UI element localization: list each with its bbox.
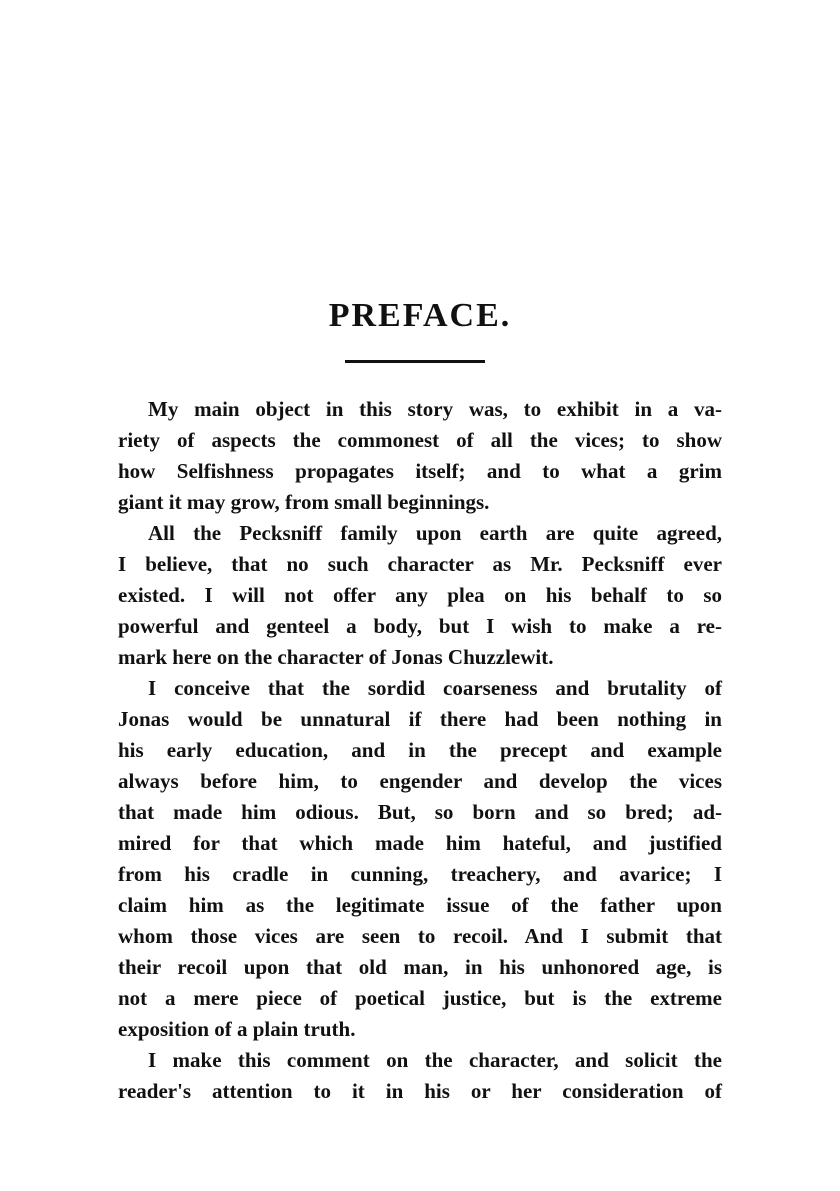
text-line: I make this comment on the character, and solicit the	[148, 1048, 722, 1072]
page-title: PREFACE.	[328, 297, 512, 334]
preface-body	[118, 394, 722, 1107]
text-line: I conceive that the sordid coarseness and brutality of	[148, 676, 722, 700]
text-line: My main object in this story was, to exhibit in a va-	[148, 397, 722, 421]
text-line: from his cradle in cunning, treachery, and avarice; I	[118, 862, 722, 886]
text-line: always before him, to engender and develop the vices	[118, 769, 722, 793]
text-line: giant it may grow, from small beginnings.	[118, 490, 490, 514]
paragraph-2	[118, 518, 722, 673]
paragraph-3	[118, 673, 722, 1045]
text-line: All the Pecksniff family upon earth are quite agreed,	[148, 521, 722, 545]
text-line: mark here on the character of Jonas Chuzzlewit.	[118, 645, 554, 669]
text-line: claim him as the legitimate issue of the father upon	[118, 893, 722, 917]
text-line: exposition of a plain truth.	[118, 1017, 356, 1041]
text-line: whom those vices are seen to recoil. And I submit that	[118, 924, 722, 948]
text-line: their recoil upon that old man, in his unhonored age, is	[118, 955, 722, 979]
text-line: not a mere piece of poetical justice, but is the extreme	[118, 986, 722, 1010]
text-line: Jonas would be unnatural if there had been nothing in	[118, 707, 722, 731]
text-line: riety of aspects the commonest of all the vices; to show	[118, 428, 722, 452]
text-line: I believe, that no such character as Mr. Pecksniff ever	[118, 552, 722, 576]
paragraph-1	[118, 394, 722, 518]
text-line: reader's attention to it in his or her consideration of	[118, 1079, 722, 1103]
paragraph-4	[118, 1045, 722, 1107]
title-divider	[345, 360, 485, 363]
text-line: his early education, and in the precept and example	[118, 738, 722, 762]
text-line: how Selfishness propagates itself; and to what a grim	[118, 459, 722, 483]
text-line: that made him odious. But, so born and so bred; ad-	[118, 800, 722, 824]
text-line: mired for that which made him hateful, and justified	[118, 831, 722, 855]
text-line: existed. I will not offer any plea on his behalf to so	[118, 583, 722, 607]
text-line: powerful and genteel a body, but I wish to make a re-	[118, 614, 722, 638]
